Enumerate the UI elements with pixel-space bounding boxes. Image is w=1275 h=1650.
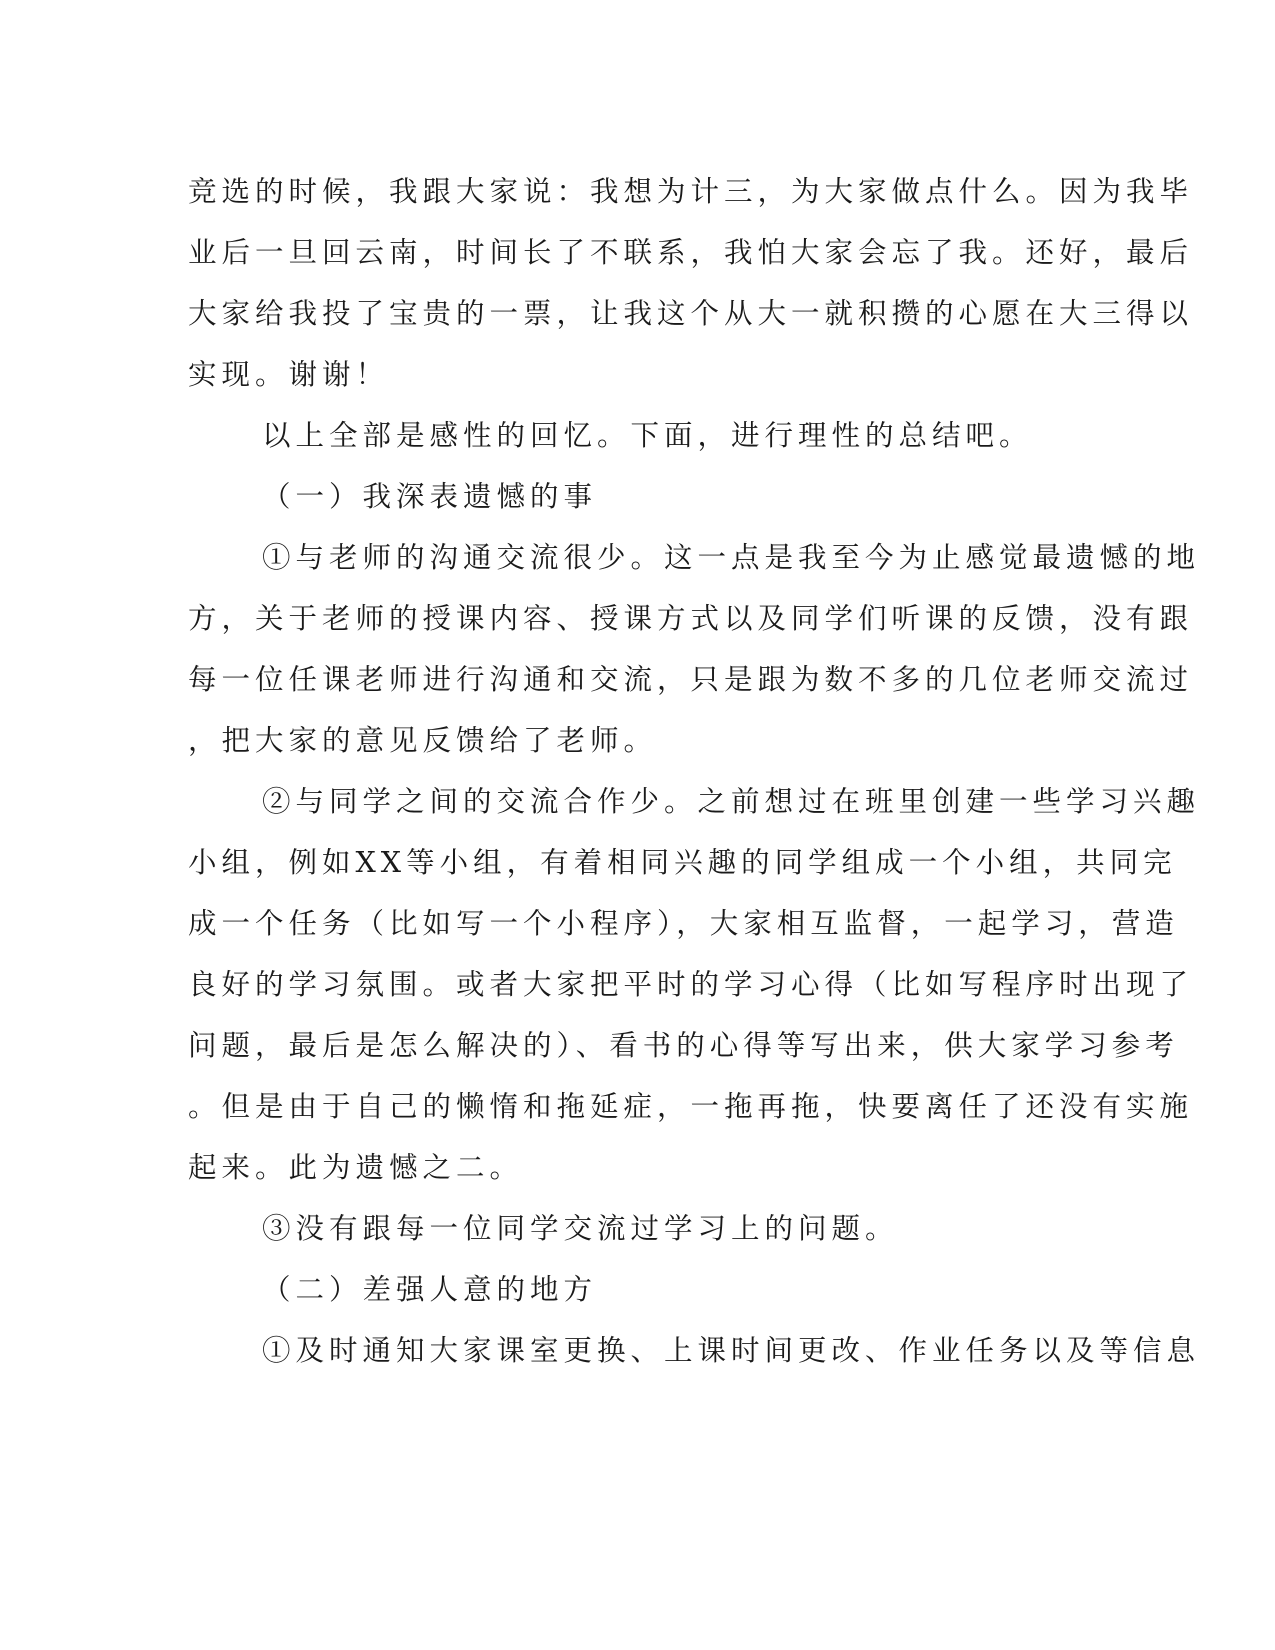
paragraph-campaign-recollection: [188, 161, 1194, 405]
document-body: [188, 161, 1201, 1381]
text-line: ③没有跟每一位同学交流过学习上的问题。: [262, 1212, 899, 1245]
text-line: 业后一旦回云南，时间长了不联系，我怕大家会忘了我。还好，最后: [188, 236, 1194, 269]
text-line: 每一位任课老师进行沟通和交流，只是跟为数不多的几位老师交流过: [188, 663, 1194, 696]
paragraph-regret-2: [188, 771, 1201, 1198]
paragraph-transition: [188, 405, 1088, 466]
text-line: ①与老师的沟通交流很少。这一点是我至今为止感觉最遗憾的地: [262, 541, 1201, 574]
text-line: 成一个任务（比如写一个小程序），大家相互监督，一起学习，营造: [188, 907, 1179, 940]
text-line: 大家给我投了宝贵的一票，让我这个从大一就积攒的心愿在大三得以: [188, 297, 1194, 330]
text-line: 起来。此为遗憾之二。: [188, 1151, 524, 1184]
text-line: 方，关于老师的授课内容、授课方式以及同学们听课的反馈，没有跟: [188, 602, 1194, 635]
heading-line: （二）差强人意的地方: [262, 1273, 598, 1306]
heading-line: （一）我深表遗憾的事: [262, 480, 598, 513]
text-line: 以上全部是感性的回忆。下面，进行理性的总结吧。: [262, 419, 1033, 452]
text-line: 良好的学习氛围。或者大家把平时的学习心得（比如写程序时出现了: [188, 968, 1194, 1001]
section-heading-regrets: [188, 466, 1088, 527]
text-line: ①及时通知大家课室更换、上课时间更改、作业任务以及等信息: [262, 1334, 1201, 1367]
paragraph-shortcoming-1: [188, 1320, 1201, 1381]
text-line: 小组，例如XX等小组，有着相同兴趣的同学组成一个小组，共同完: [188, 846, 1177, 879]
section-heading-shortcomings: [188, 1259, 1088, 1320]
text-line: ②与同学之间的交流合作少。之前想过在班里创建一些学习兴趣: [262, 785, 1201, 818]
text-line: 竞选的时候，我跟大家说：我想为计三，为大家做点什么。因为我毕: [188, 175, 1194, 208]
text-line: 实现。谢谢！: [188, 358, 390, 391]
text-line: 问题，最后是怎么解决的）、看书的心得等写出来，供大家学习参考: [188, 1029, 1179, 1062]
text-line: 。但是由于自己的懒惰和拖延症，一拖再拖，快要离任了还没有实施: [188, 1090, 1194, 1123]
text-line: ，把大家的意见反馈给了老师。: [188, 724, 658, 757]
paragraph-regret-3: [188, 1198, 1088, 1259]
paragraph-regret-1: [188, 527, 1201, 771]
